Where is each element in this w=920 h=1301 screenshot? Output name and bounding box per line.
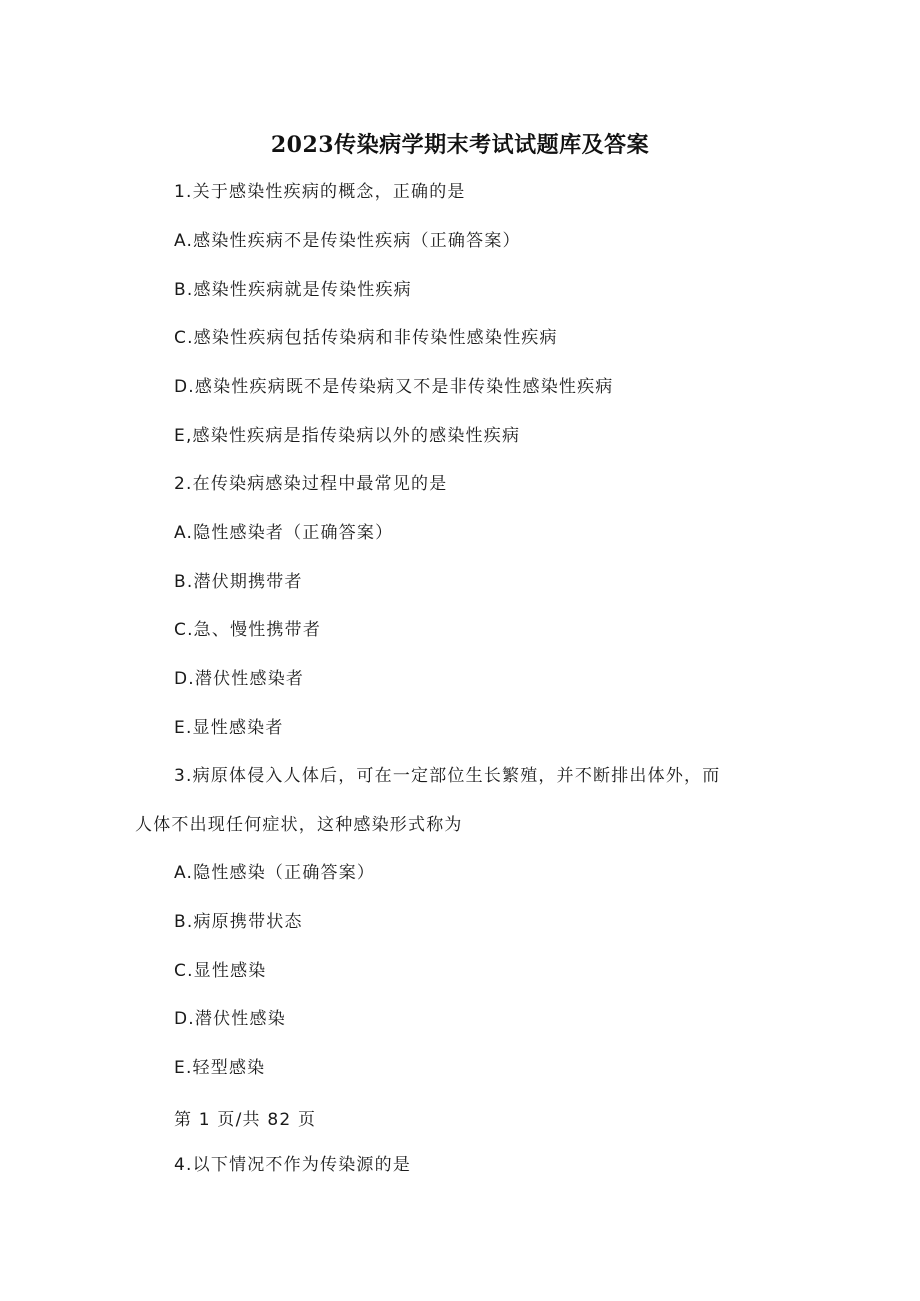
question-2-option-b: B.潜伏期携带者 [174,572,303,592]
document-title: 2023传染病学期末考试试题库及答案 [270,132,650,158]
question-1-option-b: B.感染性疾病就是传染性疾病 [174,280,412,300]
question-2-option-d: D.潜伏性感染者 [174,669,305,689]
question-1-option-a: A.感染性疾病不是传染性疾病（正确答案） [174,231,521,251]
question-3-option-b: B.病原携带状态 [174,912,303,932]
question-3-option-a: A.隐性感染（正确答案） [174,863,376,883]
question-1-option-e: E,感染性疾病是指传染病以外的感染性疾病 [174,426,521,446]
question-2-option-e: E.显性感染者 [174,718,284,738]
question-3-option-e: E.轻型感染 [174,1058,266,1078]
question-2-option-c: C.急、慢性携带者 [174,620,322,640]
question-1: 1.关于感染性疾病的概念，正确的是 [174,182,466,202]
question-3-continuation: 人体不出现任何症状，这种感染形式称为 [135,815,463,835]
question-3: 3.病原体侵入人体后，可在一定部位生长繁殖，并不断排出体外，而 [174,766,721,786]
question-4: 4.以下情况不作为传染源的是 [174,1155,412,1175]
question-1-option-c: C.感染性疾病包括传染病和非传染性感染性疾病 [174,328,558,348]
question-2: 2.在传染病感染过程中最常见的是 [174,474,448,494]
question-1-option-d: D.感染性疾病既不是传染病又不是非传染性感染性疾病 [174,377,614,397]
page-footer: 第 1 页/共 82 页 [174,1110,317,1130]
question-3-option-d: D.潜伏性感染 [174,1009,286,1029]
question-2-option-a: A.隐性感染者（正确答案） [174,523,394,543]
question-3-option-c: C.显性感染 [174,961,267,981]
